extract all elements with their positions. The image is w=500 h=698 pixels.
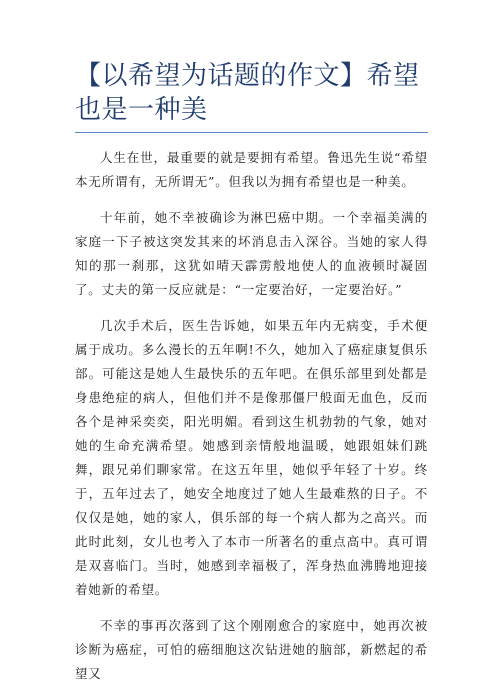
paragraph: 人生在世，最重要的就是要拥有希望。鲁迅先生说“希望本无所谓有，无所谓无”。但我以为拥有希望也是一种美。: [75, 150, 428, 189]
article-body: [75, 146, 428, 698]
paragraph: 不幸的事再次落到了这个刚刚愈合的家庭中，她再次被诊断为癌症，可怕的癌细胞这次钻进她的脑部，新燃起的希望又: [75, 618, 428, 681]
paragraph: 几次手术后，医生告诉她，如果五年内无病变，手术便属于成功。多么漫长的五年啊!不久，她加入了癌症康复俱乐部。可能这是她人生最快乐的五年吧。在俱乐部里到处都是身患绝症的病人，但他们并不是像那僵尸般面无血色，反而各个是神采奕奕，阳光明媚。看到这生机勃勃的气象，她对她的生命充满希望。她感到亲情般地温暖，她跟姐妹们跳舞，跟兄弟们聊家常。在这五年里，她似乎年轻了十岁。终于，五年过去了，她安全地度过了她人生最难熬的日子。不仅仅是她，她的家人，俱乐部的每一个病人都为之高兴。而此时此刻，女儿也考入了本市一所著名的重点高中。真可谓是双喜临门。当时，她感到幸福极了，浑身热血沸腾地迎接着她新的希望。: [75, 318, 428, 597]
title-divider: [75, 132, 428, 133]
paragraph: 十年前，她不幸被确诊为淋巴癌中期。一个幸福美满的家庭一下子被这突发其来的坏消息击入深谷。当她的家人得知的那一刹那，这犹如晴天霹雳般地使人的血液顿时凝固了。丈夫的第一反应就是：“一定要治好，一定要治好。”: [75, 210, 428, 297]
article-title: 【以希望为话题的作文】希望也是一种美: [75, 61, 420, 125]
